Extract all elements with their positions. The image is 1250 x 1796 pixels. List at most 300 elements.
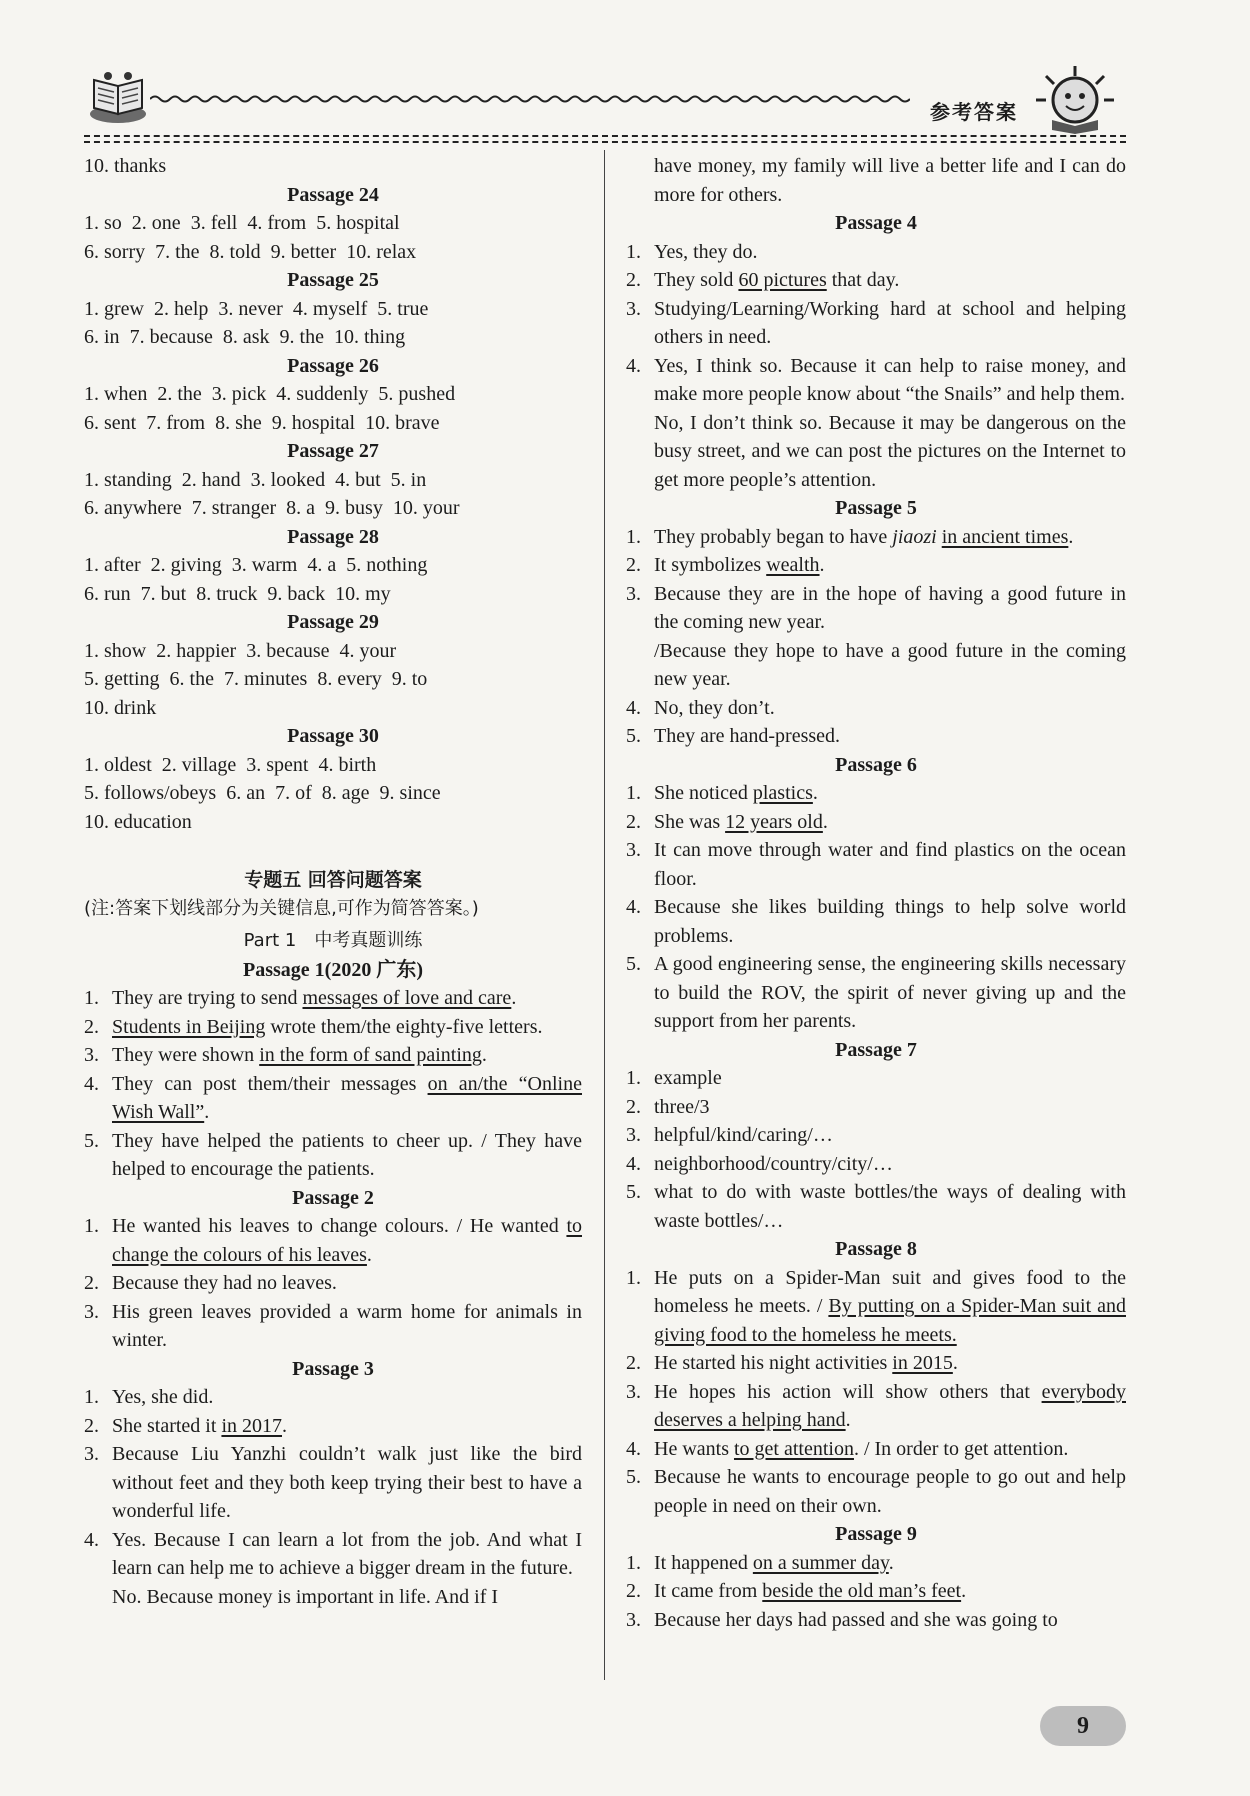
- answer-item: 1. so: [84, 212, 122, 234]
- answer-row: [84, 1041, 582, 1070]
- answer-item: 5. follows/obeys: [84, 782, 217, 804]
- answer-row: [626, 950, 1126, 1036]
- answer-text: [654, 1064, 1126, 1093]
- key-info: on a summer day: [752, 1551, 889, 1574]
- header-title: 参考答案: [930, 100, 1018, 124]
- answer-continuation: [626, 637, 1126, 694]
- answer-number: 3.: [626, 582, 641, 605]
- answer-item: 10. drink: [84, 696, 157, 719]
- answer-text: [654, 238, 1126, 267]
- answer-number: 1.: [84, 1215, 99, 1237]
- passage-heading: Passage 1(2020 广东): [243, 958, 423, 981]
- answer-line: [84, 380, 582, 409]
- answer-fragment: . / In order to get attention.: [853, 1437, 1069, 1460]
- answer-item: 2. hand: [181, 468, 241, 491]
- answer-item: 3. because: [246, 639, 330, 662]
- answer-row: [626, 1150, 1126, 1179]
- answer-fragment: No, they don’t.: [654, 696, 775, 719]
- answer-number: 3.: [84, 1443, 99, 1465]
- key-info: messages of love and care: [302, 987, 512, 1009]
- answer-fragment: They have helped the patients to cheer up. / They have helped to encourage the patients.: [112, 1129, 582, 1180]
- answer-fragment: Because she likes building things to help solve world problems.: [654, 896, 1126, 947]
- answer-item: 9. to: [391, 668, 428, 690]
- italic-term: jiaozi: [892, 525, 937, 548]
- answer-number: 5.: [626, 1466, 641, 1488]
- answer-fragment: that day.: [826, 269, 900, 291]
- answer-item: 9. busy: [325, 497, 383, 519]
- answer-fragment: He started his night activities: [654, 1352, 893, 1374]
- answer-item: 7. because: [129, 326, 213, 348]
- answer-row: [84, 1212, 582, 1269]
- answer-item: 3. fell: [190, 212, 238, 234]
- answer-row: [84, 1013, 582, 1042]
- passage-heading: Passage 3: [292, 1357, 374, 1380]
- answer-fragment: They were shown: [112, 1044, 260, 1066]
- answer-line: [84, 209, 582, 238]
- answer-item: 5. nothing: [346, 554, 428, 576]
- key-info: everybody deserves a helping hand: [654, 1380, 1126, 1431]
- answer-continuation: [626, 409, 1126, 495]
- answer-line: [84, 466, 582, 495]
- part-title: Part 1 中考真题训练: [243, 930, 423, 951]
- answer-item: 7. but: [140, 582, 187, 605]
- answer-number: 4.: [84, 1072, 99, 1095]
- answer-item: 4. suddenly: [276, 383, 369, 405]
- passage-heading: Passage 27: [287, 440, 379, 462]
- answer-text: [112, 1383, 582, 1412]
- answer-number: 1.: [626, 1266, 641, 1289]
- answer-number: 2.: [84, 1272, 99, 1294]
- answer-number: 2.: [626, 1580, 641, 1602]
- answer-row: [626, 1606, 1126, 1635]
- page-number: 9: [1040, 1706, 1126, 1746]
- answer-row: [626, 779, 1126, 808]
- answer-item: 5. true: [377, 297, 429, 320]
- answer-fragment: No. Because money is important in life. And if I: [112, 1585, 499, 1608]
- section-title: 专题五 回答问题答案: [244, 869, 422, 891]
- answer-text: [654, 893, 1126, 950]
- answer-item: 10. thanks: [84, 155, 167, 177]
- answer-fragment: It came from: [654, 1580, 763, 1602]
- answer-text: [112, 1127, 582, 1184]
- answer-line: [84, 751, 582, 780]
- answer-fragment: .: [845, 1409, 851, 1431]
- answer-number: 4.: [84, 1528, 99, 1551]
- answer-item: 6. the: [169, 668, 214, 690]
- answer-fragment: Because they had no leaves.: [112, 1272, 337, 1294]
- answer-number: 1.: [626, 782, 641, 804]
- answer-number: 1.: [626, 1551, 641, 1574]
- answer-item: 5. hospital: [316, 212, 400, 234]
- answer-row: [626, 580, 1126, 637]
- answer-text: [654, 694, 1126, 723]
- answer-text: [654, 1121, 1126, 1150]
- answer-text: [654, 523, 1126, 552]
- answer-number: 2.: [626, 1352, 641, 1374]
- answer-number: 2.: [626, 1095, 641, 1118]
- answer-number: 4.: [626, 696, 641, 719]
- answer-number: 4.: [626, 1437, 641, 1460]
- answer-fragment: .: [204, 1101, 210, 1123]
- header-rule-top: [84, 135, 1126, 137]
- answer-fragment: His green leaves provided a warm home for animals in winter.: [112, 1300, 582, 1351]
- answer-item: 10. brave: [365, 411, 440, 434]
- answer-line: [84, 694, 582, 723]
- answer-line: [84, 152, 582, 181]
- answer-text: [654, 580, 1126, 637]
- answer-row: [84, 1526, 582, 1583]
- answer-row: [626, 836, 1126, 893]
- answer-number: 4.: [626, 896, 641, 918]
- answer-item: 3. looked: [250, 468, 326, 491]
- passage-heading: Passage 9: [835, 1523, 917, 1545]
- answer-item: 2. one: [131, 212, 181, 234]
- answer-fragment: .: [812, 782, 818, 804]
- answer-row: [626, 1577, 1126, 1606]
- answer-text: [654, 1264, 1126, 1350]
- key-info: Students in Beijing: [112, 1015, 266, 1038]
- answer-item: 8. age: [321, 782, 370, 804]
- key-info: 12 years old: [725, 810, 823, 833]
- answer-line: [84, 637, 582, 666]
- answer-item: 4. but: [335, 468, 381, 491]
- answer-text: [112, 1269, 582, 1298]
- answer-fragment: Because Liu Yanzhi couldn’t walk just like the bird without feet and they both keep trying their best to have a wonderful life.: [112, 1443, 582, 1522]
- answer-fragment: Yes, they do.: [654, 240, 758, 263]
- passage-heading: Passage 26: [287, 354, 379, 377]
- answer-row: [626, 295, 1126, 352]
- answer-fragment: They probably began to have: [654, 525, 893, 548]
- answer-text: [654, 352, 1126, 409]
- question-answers-left: [84, 956, 582, 1612]
- answer-item: 1. after: [84, 554, 141, 576]
- page-header: [0, 0, 1250, 150]
- answer-fragment: She noticed: [654, 782, 753, 804]
- passage-heading: Passage 30: [287, 725, 379, 747]
- answer-item: 2. giving: [150, 554, 222, 576]
- answer-item: 3. pick: [211, 383, 267, 405]
- answer-fragment: .: [888, 1551, 894, 1574]
- header-rule-bottom: [84, 141, 1126, 143]
- answer-fragment: It can move through water and find plastics on the ocean floor.: [654, 839, 1126, 890]
- answer-row: [84, 984, 582, 1013]
- answer-fragment: Yes. Because I can learn a lot from the job. And what I learn can help me to achieve a bigger dream in the future.: [112, 1528, 582, 1579]
- section-note: (注:答案下划线部分为关键信息,可作为简答答案。): [84, 897, 479, 919]
- answer-text: [654, 1150, 1126, 1179]
- answer-fragment: .: [822, 810, 828, 833]
- answer-item: 10. education: [84, 810, 192, 833]
- passage-heading: Passage 24: [287, 183, 379, 206]
- answer-item: 4. your: [339, 639, 397, 662]
- answer-fragment: .: [481, 1044, 487, 1066]
- answer-text: [654, 1463, 1126, 1520]
- answer-item: 6. in: [84, 326, 120, 348]
- key-info: wealth: [766, 554, 820, 576]
- answer-row: [626, 1549, 1126, 1578]
- answer-text: [654, 836, 1126, 893]
- answer-row: [626, 1064, 1126, 1093]
- answer-item: 9. back: [267, 582, 326, 605]
- answer-row: [626, 238, 1126, 267]
- answer-number: 1.: [626, 525, 641, 548]
- answer-text: [654, 1349, 1126, 1378]
- key-info: on an/the “Online Wish Wall”: [112, 1072, 582, 1123]
- answer-item: 1. grew: [84, 297, 144, 320]
- answer-fragment: He wanted his leaves to change colours. / He wanted: [112, 1215, 567, 1237]
- answer-fragment: .: [961, 1580, 967, 1602]
- answer-fragment: example: [654, 1067, 722, 1089]
- answer-row: [626, 1093, 1126, 1122]
- answer-fragment: He puts on a Spider-Man suit and gives food to the homeless he meets. /: [654, 1266, 1126, 1317]
- answer-row: [84, 1269, 582, 1298]
- answer-fragment: .: [366, 1243, 372, 1266]
- answer-text: [112, 1412, 582, 1441]
- answer-line: [84, 238, 582, 267]
- answer-item: 8. a: [286, 497, 316, 519]
- answer-row: [626, 352, 1126, 409]
- answer-number: 3.: [626, 1124, 641, 1146]
- answer-fragment: helpful/kind/caring/…: [654, 1124, 833, 1146]
- answer-line: [84, 323, 582, 352]
- answer-text: [654, 1435, 1126, 1464]
- answer-fragment: He hopes his action will show others that: [654, 1380, 1042, 1403]
- answer-number: 1.: [626, 240, 641, 263]
- key-info: in 2015: [892, 1352, 953, 1374]
- answer-item: 7. of: [275, 782, 312, 804]
- answer-fragment: have money, my family will live a better life and I can do more for others.: [654, 155, 1126, 206]
- answer-row: [84, 1070, 582, 1127]
- answer-item: 2. village: [161, 753, 237, 776]
- answer-item: 8. ask: [222, 326, 270, 348]
- passage-heading: Passage 8: [835, 1238, 917, 1260]
- column-divider: [604, 150, 605, 1680]
- answer-fragment: neighborhood/country/city/…: [654, 1152, 893, 1175]
- answer-text: [654, 950, 1126, 1036]
- answer-item: 6. anywhere: [84, 497, 182, 519]
- answer-fragment: They are hand-pressed.: [654, 725, 841, 747]
- answer-item: 10. my: [335, 582, 391, 605]
- answer-item: 4. a: [307, 554, 337, 576]
- answer-line: [84, 494, 582, 523]
- answer-number: 3.: [84, 1300, 99, 1323]
- answer-row: [626, 893, 1126, 950]
- answer-row: [84, 1383, 582, 1412]
- answer-item: 6. run: [84, 582, 131, 605]
- passage-heading: Passage 7: [835, 1038, 917, 1061]
- answer-fragment: She was: [654, 810, 726, 833]
- answer-row: [626, 1378, 1126, 1435]
- answer-line: [84, 779, 582, 808]
- answer-fragment: Yes, I think so. Because it can help to raise money, and make more people know about “the Snails” and help them.: [654, 354, 1126, 405]
- answer-item: 4. from: [247, 212, 307, 234]
- answer-text: [112, 1070, 582, 1127]
- answer-fragment: It symbolizes: [654, 554, 767, 576]
- answer-item: 8. told: [209, 240, 261, 263]
- answer-fragment: Yes, she did.: [112, 1386, 214, 1408]
- passage-heading: Passage 2: [292, 1186, 374, 1209]
- answer-item: 9. better: [270, 240, 337, 263]
- left-column: [84, 152, 582, 1611]
- right-column: [626, 152, 1126, 1634]
- answer-row: [626, 266, 1126, 295]
- answer-number: 1.: [626, 1067, 641, 1089]
- answer-item: 1. when: [84, 383, 148, 405]
- answer-fragment: She started it: [112, 1414, 222, 1437]
- answer-row: [626, 808, 1126, 837]
- answer-number: 3.: [626, 297, 641, 320]
- answer-item: 6. sorry: [84, 240, 146, 263]
- answer-row: [84, 1298, 582, 1355]
- answer-row: [626, 1264, 1126, 1350]
- passage-heading: Passage 4: [835, 212, 917, 234]
- answer-fragment: It happened: [654, 1551, 753, 1574]
- answer-text: [654, 1378, 1126, 1435]
- answer-text: [654, 808, 1126, 837]
- answer-number: 3.: [84, 1044, 99, 1066]
- wavy-rule: [150, 92, 910, 106]
- answer-text: [654, 779, 1126, 808]
- answer-fragment: They are trying to send: [112, 987, 303, 1009]
- answer-text: [654, 295, 1126, 352]
- passage-heading: Passage 6: [835, 753, 917, 776]
- answer-fragment: .: [819, 554, 825, 576]
- answer-fragment: three/3: [654, 1095, 710, 1118]
- answer-number: 2.: [626, 810, 641, 833]
- answer-row: [84, 1440, 582, 1526]
- answer-fragment: They can post them/their messages: [112, 1072, 428, 1095]
- answer-fragment: He wants: [654, 1437, 734, 1460]
- answer-item: 10. your: [392, 497, 460, 519]
- answer-text: [654, 1178, 1126, 1235]
- answer-item: 7. from: [146, 411, 206, 434]
- key-info: to change the colours of his leaves: [112, 1215, 582, 1266]
- answer-number: 3.: [626, 839, 641, 861]
- passage-heading: Passage 28: [287, 525, 379, 548]
- answer-item: 2. the: [157, 383, 202, 405]
- answer-item: 10. thing: [333, 326, 406, 348]
- answer-line: [84, 551, 582, 580]
- answer-number: 5.: [626, 1181, 641, 1203]
- answer-fragment: .: [1068, 525, 1074, 548]
- answer-text: [654, 722, 1126, 751]
- answer-item: 3. never: [218, 297, 283, 320]
- answer-number: 5.: [626, 953, 641, 975]
- fill-in-answers: [84, 152, 582, 836]
- answer-fragment: Because her days had passed and she was going to: [654, 1608, 1058, 1631]
- answer-row: [626, 1121, 1126, 1150]
- answer-text: [112, 1298, 582, 1355]
- answer-fragment: No, I don’t think so. Because it may be dangerous on the busy street, and we can post the pictures on the Internet to get more people’s attention.: [654, 411, 1126, 491]
- answer-item: 1. oldest: [84, 753, 152, 776]
- answer-text: [112, 984, 582, 1013]
- answer-number: 5.: [84, 1129, 99, 1152]
- answer-text: [112, 1440, 582, 1526]
- answer-number: 5.: [626, 725, 641, 747]
- answer-item: 9. hospital: [271, 411, 356, 434]
- answer-continuation: [626, 152, 1126, 209]
- answer-text: [654, 1577, 1126, 1606]
- key-info: to get attention: [733, 1437, 854, 1460]
- key-info: By putting on a Spider-Man suit and giving food to the homeless he meets.: [654, 1295, 1126, 1346]
- answer-row: [626, 1178, 1126, 1235]
- answer-fragment: wrote them/the eighty-five letters.: [265, 1015, 543, 1038]
- answer-item: 8. every: [317, 668, 382, 690]
- key-info: plastics: [752, 782, 813, 804]
- answer-row: [626, 1463, 1126, 1520]
- answer-text: [112, 1013, 582, 1042]
- answer-fragment: what to do with waste bottles/the ways of dealing with waste bottles/…: [654, 1181, 1126, 1232]
- answer-fragment: .: [282, 1414, 287, 1437]
- answer-line: [84, 295, 582, 324]
- answer-text: [654, 551, 1126, 580]
- answer-fragment: A good engineering sense, the engineering skills necessary to build the ROV, the spirit of never giving up and the support from her parents.: [654, 953, 1126, 1032]
- answer-item: 10. relax: [346, 240, 417, 263]
- answer-item: 4. myself: [292, 297, 368, 320]
- answer-text: [654, 1549, 1126, 1578]
- answer-text: [654, 266, 1126, 295]
- answer-text: [654, 1606, 1126, 1635]
- answer-number: 4.: [626, 1152, 641, 1175]
- answer-line: [84, 580, 582, 609]
- answer-line: [84, 808, 582, 837]
- key-info: in the form of sand painting: [259, 1044, 482, 1066]
- key-info: in ancient times: [941, 525, 1069, 548]
- answer-text: [112, 1041, 582, 1070]
- answer-row: [626, 551, 1126, 580]
- answer-item: 2. help: [153, 297, 209, 320]
- answer-fragment: They sold: [654, 269, 739, 291]
- answer-item: 7. stranger: [191, 497, 277, 519]
- answer-number: 2.: [84, 1414, 99, 1437]
- answer-row: [626, 523, 1126, 552]
- answer-fragment: Because he wants to encourage people to go out and help people in need on their own.: [654, 1466, 1126, 1517]
- answer-item: 7. the: [155, 240, 200, 263]
- answer-item: 8. she: [215, 411, 262, 434]
- answer-item: 1. show: [84, 639, 147, 662]
- book-logo-icon: [88, 70, 150, 126]
- question-answers-right: [626, 152, 1126, 1634]
- answer-row: [84, 1127, 582, 1184]
- answer-item: 3. warm: [231, 554, 298, 576]
- answer-continuation: [84, 1583, 582, 1612]
- answer-line: [84, 665, 582, 694]
- answer-row: [84, 1412, 582, 1441]
- answer-fragment: .: [952, 1352, 958, 1374]
- answer-item: 4. birth: [318, 753, 377, 776]
- answer-number: 2.: [626, 554, 641, 576]
- key-info: in 2017: [221, 1414, 282, 1437]
- answer-number: 4.: [626, 354, 641, 377]
- answer-item: 1. standing: [84, 468, 172, 491]
- answer-text: [112, 1526, 582, 1583]
- answer-line: [84, 409, 582, 438]
- answer-item: 2. happier: [156, 639, 237, 662]
- answer-number: 3.: [626, 1608, 641, 1631]
- answer-number: 2.: [626, 269, 641, 291]
- answer-fragment: .: [511, 987, 517, 1009]
- answer-fragment: Because they are in the hope of having a good future in the coming new year.: [654, 582, 1126, 633]
- passage-heading: Passage 29: [287, 611, 379, 633]
- key-info: 60 pictures: [738, 269, 827, 291]
- answer-row: [626, 1349, 1126, 1378]
- answer-number: 1.: [84, 987, 99, 1009]
- answer-item: 5. getting: [84, 668, 160, 690]
- key-info: beside the old man’s feet: [762, 1580, 962, 1602]
- answer-row: [626, 722, 1126, 751]
- answer-text: [654, 1093, 1126, 1122]
- answer-item: 3. spent: [246, 753, 309, 776]
- answer-item: 8. truck: [196, 582, 258, 605]
